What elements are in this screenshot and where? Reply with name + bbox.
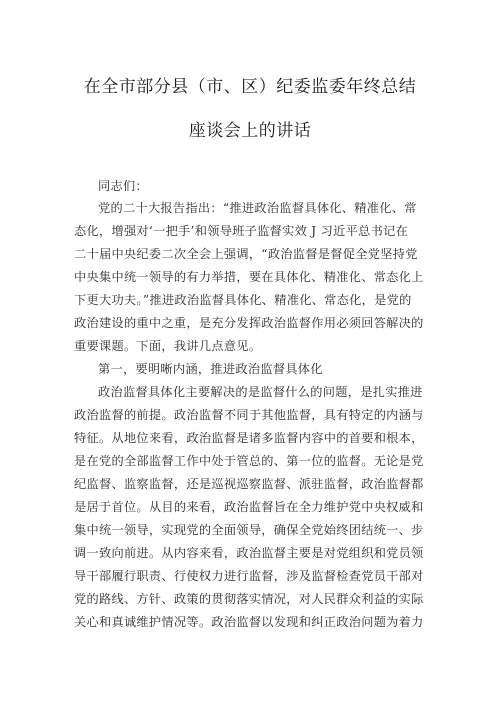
paragraph-line: 特征。从地位来看，政治监督是诸多监督内容中的首要和根本， [74, 431, 424, 445]
paragraph-line: 党的路线、方针、政策的贯彻落实情况，对人民群众利益的实际 [74, 592, 424, 606]
paragraph-line: 党的二十大报告指出：“推进政治监督具体化、精准化、常 [98, 201, 417, 215]
paragraph-line: 是在党的全部监督工作中处于管总的、第一位的监督。无论是党 [74, 454, 424, 468]
paragraph-line: 中央集中统一领导的有力举措，要在具体化、精准化、常态化上 [74, 270, 424, 284]
document-title-line-2: 座谈会上的讲话 [188, 121, 312, 141]
paragraph-line: 政治监督的前提。政治监督不同于其他监督，具有特定的内涵与 [74, 408, 424, 422]
paragraph-line: 二十届中央纪委二次全会上强调，“政治监督是督促全党坚持党 [74, 247, 418, 261]
paragraph-line: 态化，增强对‘一把手’和领导班子监督实效 J 习近平总书记在 [74, 224, 409, 238]
paragraph-line: 重要课题。下面，我讲几点意见。 [74, 339, 262, 353]
paragraph-line: 关心和真诚维护情况等。政治监督以发现和纠正政治问题为着力 [74, 615, 424, 629]
paragraph-line: 调一致向前进。从内容来看，政治监督主要是对党组织和党员领 [74, 546, 424, 560]
paragraph-line: 是居于首位。从目的来看，政治监督旨在全力维护党中央权威和 [74, 500, 424, 514]
paragraph-line: 导干部履行职责、行使权力进行监督，涉及监督检查党员干部对 [74, 569, 424, 583]
salutation: 同志们： [98, 179, 148, 193]
paragraph-line: 下更大功夫。”推进政治监督具体化、精准化、常态化，是党的 [74, 293, 412, 307]
paragraph-line: 政治监督具体化主要解决的是监督什么的问题，是扎实推进 [98, 385, 423, 399]
paragraph-line: 纪监督、监察监督，还是巡视巡察监督、派驻监督，政治监督都 [74, 477, 424, 491]
paragraph-line: 政治建设的重中之重，是充分发挥政治监督作用必须回答解决的 [74, 316, 424, 330]
paragraph-line: 集中统一领导，实现党的全面领导，确保全党始终团结统一、步 [74, 523, 424, 537]
section-heading: 第一，要明晰内涵，推进政治监督具体化 [98, 362, 323, 376]
document-title-line-1: 在全市部分县（市、区）纪委监委年终总结 [83, 77, 417, 97]
